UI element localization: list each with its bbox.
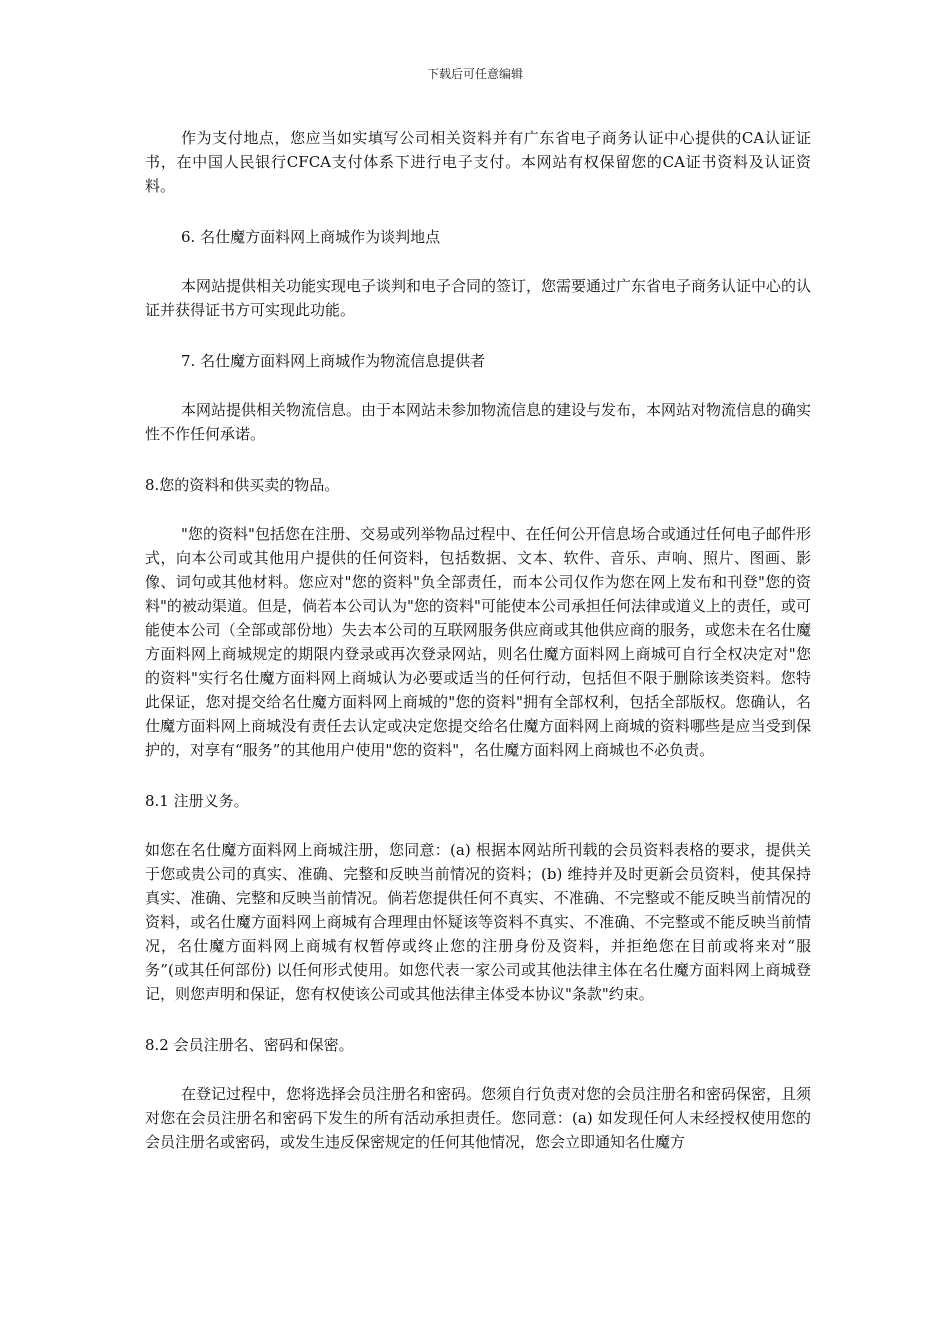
paragraph-password-confidentiality: 在登记过程中，您将选择会员注册名和密码。您须自行负责对您的会员注册名和密码保密，且须对您在会员注册名和密码下发生的所有活动承担责任。您同意：(a) 如发现任何人未经授权使用您的会员注册名或密码，或发生违反保密规定的任何其他情况，您会立即通知名仕魔方 (145, 1085, 812, 1151)
document-body (145, 126, 811, 1154)
paragraph-your-materials: "您的资料"包括您在注册、交易或列举物品过程中、在任何公开信息场合或通过任何电子邮件形式，向本公司或其他用户提供的任何资料，包括数据、文本、软件、音乐、声响、照片、图画、影像、词句或其他材料。您应对"您的资料"负全部责任，而本公司仅作为您在网上发布和刊登"您的资料"的被动渠道。但是，倘若本公司认为"您的资料"可能使本公司承担任何法律或道义上的责任，或可能使本公司（全部或部份地）失去本公司的互联网服务供应商或其他供应商的服务，或您未在名仕魔方面料网上商城规定的期限内登录或再次登录网站，则名仕魔方面料网上商城可自行全权决定对"您的资料"实行名仕魔方面料网上商城认为必要或适当的任何行动，包括但不限于删除该类资料。您特此保证，您对提交给名仕魔方面料网上商城的"您的资料"拥有全部权利，包括全部版权。您确认，名仕魔方面料网上商城没有责任去认定或决定您提交给名仕魔方面料网上商城的资料哪些是应当受到保护的，对享有“服务”的其他用户使用"您的资料"，名仕魔方面料网上商城也不必负责。 (145, 525, 811, 759)
paragraph-payment-location: 作为支付地点，您应当如实填写公司相关资料并有广东省电子商务认证中心提供的CA认证证书，在中国人民银行CFCA支付体系下进行电子支付。本网站有权保留您的CA证书资料及认证资料。 (145, 129, 811, 195)
section-heading-6: 6. 名仕魔方面料网上商城作为谈判地点 (181, 228, 441, 246)
paragraph-negotiation: 本网站提供相关功能实现电子谈判和电子合同的签订，您需要通过广东省电子商务认证中心的认证并获得证书方可实现此功能。 (145, 277, 812, 319)
section-heading-8-2: 8.2 会员注册名、密码和保密。 (145, 1036, 354, 1054)
paragraph-logistics: 本网站提供相关物流信息。由于本网站未参加物流信息的建设与发布，本网站对物流信息的确实性不作任何承诺。 (145, 401, 812, 443)
section-heading-7: 7. 名仕魔方面料网上商城作为物流信息提供者 (181, 352, 486, 370)
section-heading-8: 8.您的资料和供买卖的物品。 (145, 476, 340, 494)
paragraph-registration-obligation: 如您在名仕魔方面料网上商城注册，您同意：(a) 根据本网站所刊载的会员资料表格的要求，提供关于您或贵公司的真实、准确、完整和反映当前情况的资料；(b) 维持并及时更新会员资料，使其保持真实、准确、完整和反映当前情况。倘若您提供任何不真实、不准确、不完整或不能反映当前情况的资料，或名仕魔方面料网上商城有合理理由怀疑该等资料不真实、不准确、不完整或不能反映当前情况，名仕魔方面料网上商城有权暂停或终止您的注册身份及资料，并拒绝您在目前或将来对“服务”(或其任何部份) 以任何形式使用。如您代表一家公司或其他法律主体在名仕魔方面料网上商城登记，则您声明和保证，您有权使该公司或其他法律主体受本协议"条款"约束。 (145, 841, 811, 1003)
section-heading-8-1: 8.1 注册义务。 (145, 792, 249, 810)
page-header: 下载后可任意编辑 (426, 67, 523, 81)
